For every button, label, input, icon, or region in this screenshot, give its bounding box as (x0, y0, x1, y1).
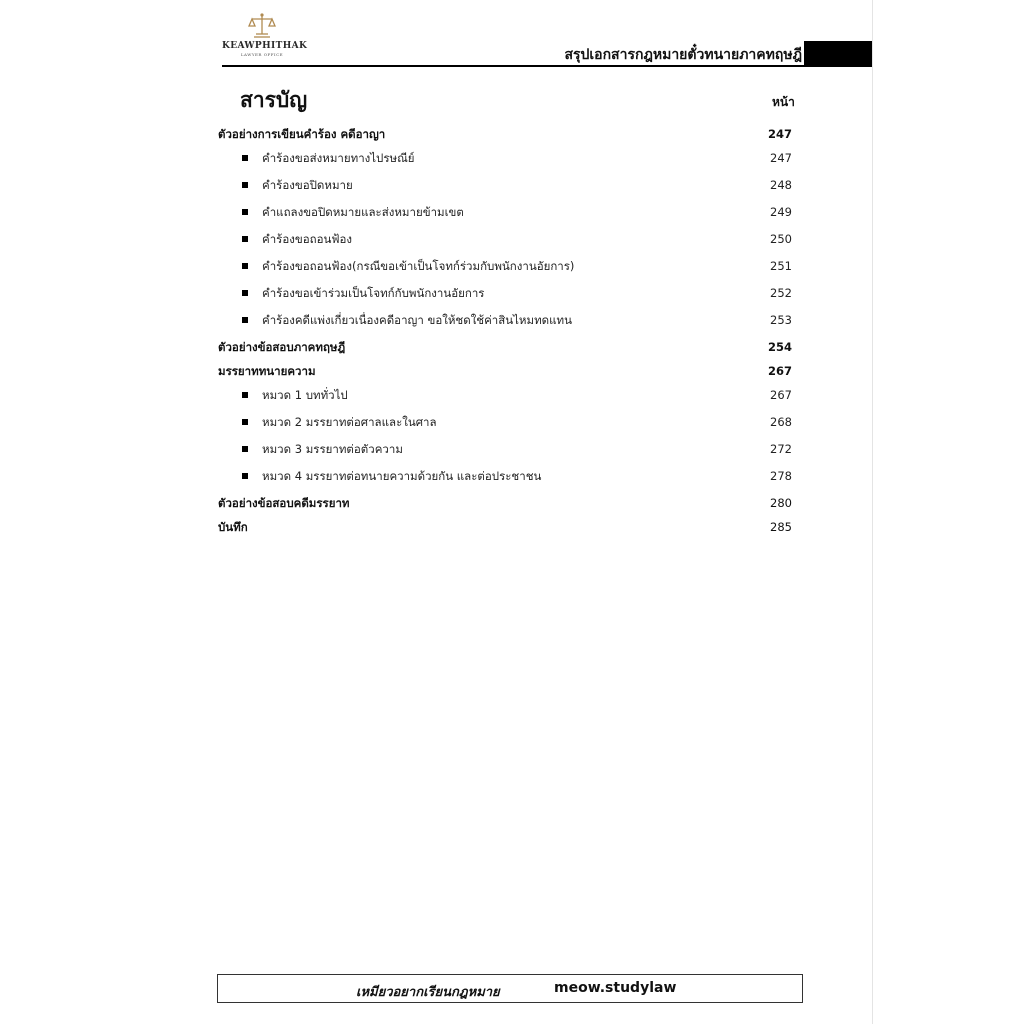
square-bullet-icon (242, 155, 248, 161)
toc-subentry (218, 384, 792, 411)
toc-entry-label: บันทึก (218, 520, 248, 534)
square-bullet-icon (242, 290, 248, 296)
square-bullet-icon (242, 392, 248, 398)
toc-subentry (218, 282, 792, 309)
toc-subentry (218, 201, 792, 228)
square-bullet-icon (242, 473, 248, 479)
toc-entry-label: ตัวอย่างการเขียนคำร้อง คดีอาญา (218, 127, 386, 141)
toc-subentry (218, 465, 792, 492)
toc-subentry (218, 228, 792, 255)
toc-page-column-label: หน้า (772, 95, 795, 109)
toc-entry-page-number: 253 (770, 313, 792, 327)
toc-subentry (218, 147, 792, 174)
toc-list (218, 123, 792, 540)
toc-entry-page-number: 285 (770, 520, 792, 534)
toc-entry-page-number: 267 (767, 364, 792, 378)
footer-brand-thai: เหมียวอยากเรียนกฎหมาย (356, 985, 500, 1000)
toc-entry-label: คำร้องขอถอนฟ้อง(กรณีขอเข้าเป็นโจทก์ร่วมกับพนักงานอัยการ) (262, 259, 575, 273)
header-black-tab (804, 41, 872, 66)
scales-of-justice-icon (247, 12, 277, 40)
square-bullet-icon (242, 263, 248, 269)
toc-entry (218, 360, 792, 384)
toc-entry (218, 336, 792, 360)
toc-entry-page-number: 247 (767, 127, 792, 141)
toc-subentry (218, 438, 792, 465)
toc-entry-label: คำร้องคดีแพ่งเกี่ยวเนื่องคดีอาญา ขอให้ชดใช้ค่าสินไหมทดแทน (262, 313, 572, 327)
toc-entry-page-number: 249 (770, 205, 792, 219)
square-bullet-icon (242, 182, 248, 188)
toc-entry-label: คำร้องขอส่งหมายทางไปรษณีย์ (262, 151, 415, 165)
toc-entry-label: คำร้องขอถอนฟ้อง (262, 232, 353, 246)
toc-subentry (218, 411, 792, 438)
toc-entry-label: หมวด 2 มรรยาทต่อศาลและในศาล (262, 415, 437, 429)
square-bullet-icon (242, 446, 248, 452)
office-logo (222, 12, 308, 64)
toc-entry-page-number: 272 (770, 442, 792, 456)
toc-entry-label: คำแถลงขอปิดหมายและส่งหมายข้ามเขต (262, 205, 464, 219)
toc-entry-page-number: 248 (770, 178, 792, 192)
toc-subentry (218, 255, 792, 282)
toc-entry-label: หมวด 1 บททั่วไป (262, 388, 348, 402)
toc-entry (218, 492, 792, 516)
logo-name: KEAWPHITHAK (222, 41, 308, 51)
toc-entry (218, 516, 792, 540)
toc-entry-page-number: 250 (770, 232, 792, 246)
footer-handle: meow.studylaw (554, 980, 677, 996)
toc-subentry (218, 309, 792, 336)
square-bullet-icon (242, 419, 248, 425)
toc-entry-page-number: 252 (770, 286, 792, 300)
toc-entry-page-number: 267 (770, 388, 792, 402)
square-bullet-icon (242, 209, 248, 215)
header-title: สรุปเอกสารกฎหมายตั๋วทนายภาคทฤษฎี (564, 47, 802, 63)
toc-entry-label: คำร้องขอเข้าร่วมเป็นโจทก์กับพนักงานอัยการ (262, 286, 485, 300)
logo-subtitle: LAWYER OFFICE (240, 52, 284, 57)
toc-entry-label: หมวด 4 มรรยาทต่อทนายความด้วยกัน และต่อประชาชน (262, 469, 542, 483)
toc-subentry (218, 174, 792, 201)
toc-entry (218, 123, 792, 147)
header-divider (222, 65, 872, 67)
toc-entry-label: ตัวอย่างข้อสอบภาคทฤษฎี (218, 340, 346, 354)
toc-entry-label: คำร้องขอปิดหมาย (262, 178, 353, 192)
square-bullet-icon (242, 317, 248, 323)
toc-entry-page-number: 278 (770, 469, 792, 483)
toc-entry-page-number: 247 (770, 151, 792, 165)
toc-entry-label: ตัวอย่างข้อสอบคดีมรรยาท (218, 496, 350, 510)
toc-entry-page-number: 251 (770, 259, 792, 273)
footer-box (217, 974, 803, 1003)
toc-entry-label: มรรยาททนายความ (218, 364, 316, 378)
toc-entry-page-number: 268 (770, 415, 792, 429)
toc-entry-page-number: 280 (770, 496, 792, 510)
toc-entry-page-number: 254 (767, 340, 792, 354)
toc-title: สารบัญ (240, 88, 308, 112)
toc-entry-label: หมวด 3 มรรยาทต่อตัวความ (262, 442, 403, 456)
square-bullet-icon (242, 236, 248, 242)
